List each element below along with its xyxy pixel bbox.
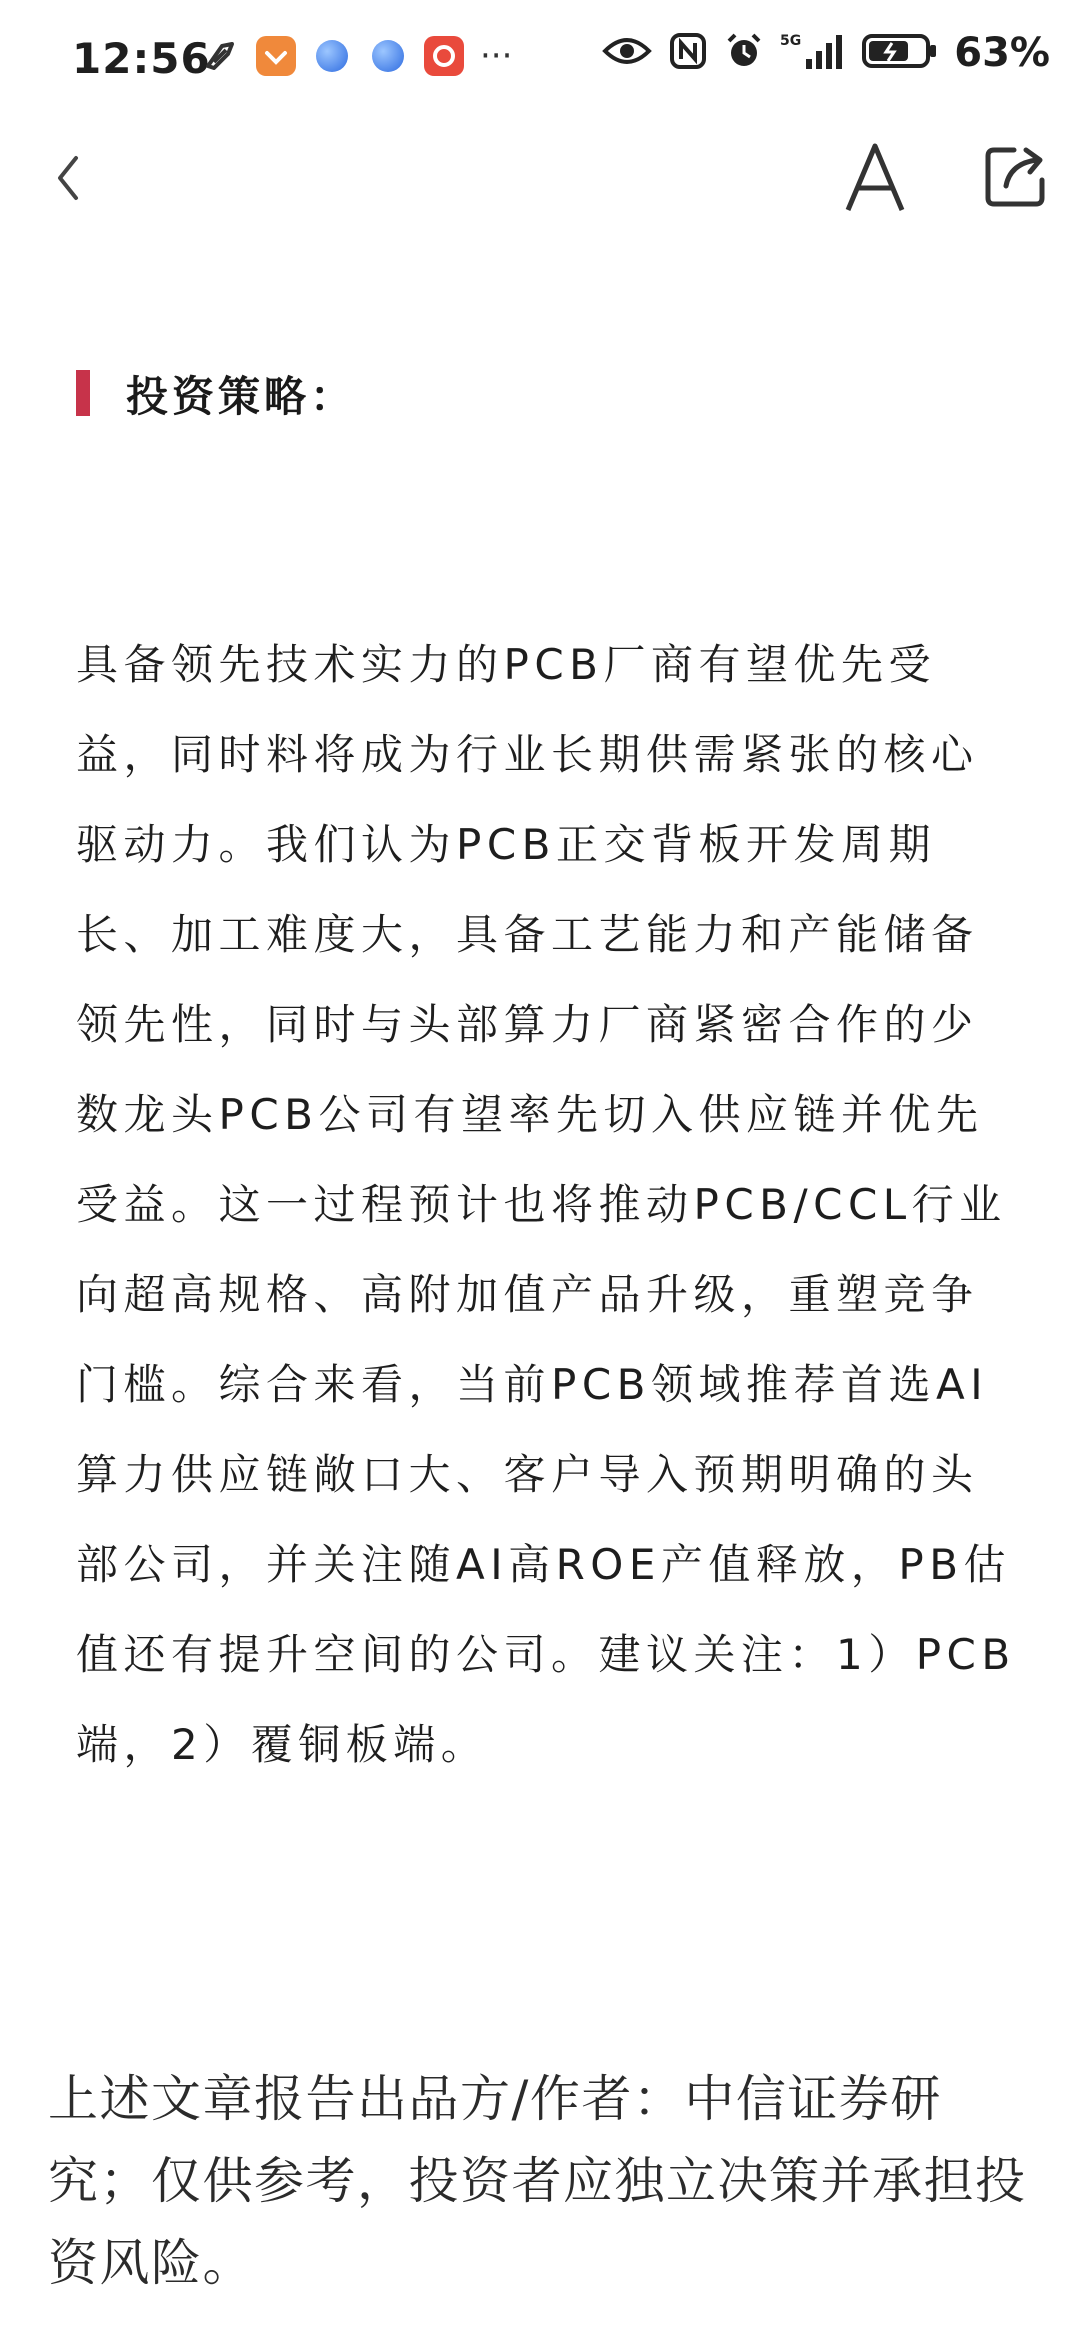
nfc-icon [668, 31, 708, 75]
section-title: 投资策略： [126, 372, 357, 421]
svg-text:5G: 5G [780, 33, 802, 49]
more-notifications-icon: ··· [480, 36, 513, 76]
article-body: 具备领先技术实力的PCB厂商有望优先受益，同时料将成为行业长期供需紧张的核心驱动力。我们认为PCB正交背板开发周期长、加工难度大，具备工艺能力和产能储备领先性，同时与头部算力厂商紧密合作的少数龙头PCB公司有望率先切入供应链并优先受益。这一过程预计也将推动PCB/CCL行业向超高规格、高附加值产品升级，重塑竞争门槛。综合来看，当前PCB领域推荐首选AI算力供应链敞口大、客户导入预期明确的头部公司，并关注随AI高ROE产值释放，PB估值还有提升空间的公司。建议关注：1）PCB端，2）覆铜板端。 [76, 640, 1016, 1769]
shopping-bag-icon [256, 36, 296, 76]
status-bar [0, 0, 1080, 120]
system-icons [602, 30, 1050, 76]
alarm-icon [724, 31, 764, 75]
planet-icon [316, 40, 348, 72]
feather-icon [200, 36, 240, 76]
signal-icon [780, 31, 846, 75]
font-size-icon [840, 140, 910, 216]
notification-icons [200, 36, 512, 76]
font-size-button[interactable] [840, 140, 910, 216]
share-button[interactable] [984, 142, 1050, 208]
section-marker [76, 370, 90, 416]
share-icon [984, 142, 1050, 208]
battery-icon [862, 31, 938, 75]
target-icon [424, 36, 464, 76]
eye-icon [602, 31, 652, 75]
status-time: 12:56 [72, 34, 211, 83]
planet-icon [372, 40, 404, 72]
source-disclaimer: 上述文章报告出品方/作者：中信证券研究；仅供参考，投资者应独立决策并承担投资风险。 [48, 2070, 1027, 2292]
back-button[interactable] [48, 148, 88, 208]
battery-percent: 63% [954, 30, 1050, 76]
chevron-left-icon [48, 148, 88, 208]
